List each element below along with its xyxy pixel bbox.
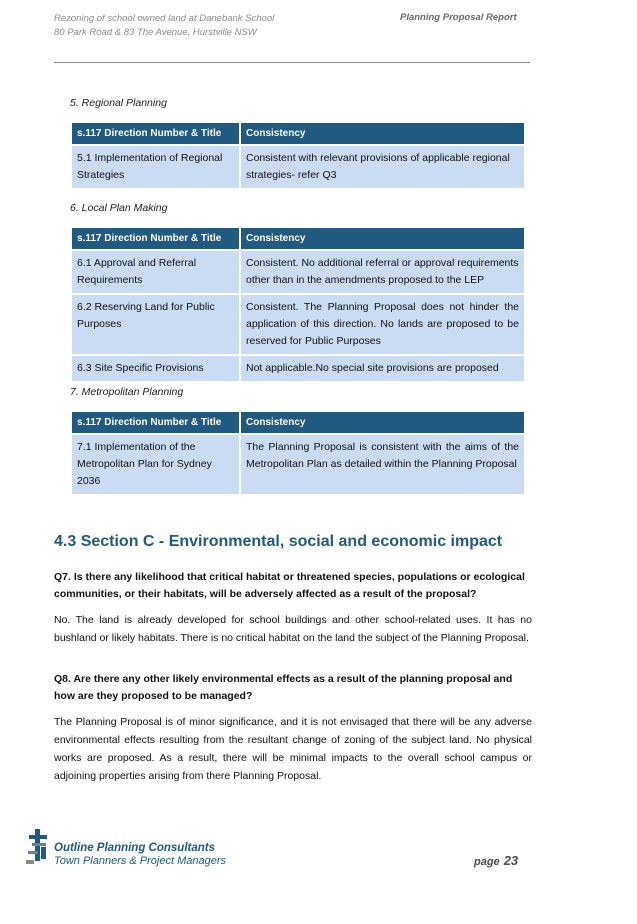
table-local-plan-making (70, 226, 526, 383)
question-q8: Q8. Are there any other likely environmental effects as a result of the planning proposal and how are they proposed to be managed? (54, 673, 513, 702)
table-row (72, 295, 524, 354)
column-header-consistency: Consistency (241, 412, 524, 433)
header-project-info (54, 12, 274, 40)
header-divider (54, 62, 530, 63)
direction-cell: 6.2 Reserving Land for Public Purposes (72, 295, 239, 354)
page-number-value: 23 (503, 853, 519, 868)
table-row (72, 146, 524, 188)
caption-local-plan-making: 6. Local Plan Making (70, 202, 168, 214)
column-header-consistency: Consistency (241, 228, 524, 249)
table-row (72, 356, 524, 381)
consistency-cell: Consistent with relevant provisions of applicable regional strategies- refer Q3 (241, 146, 524, 188)
caption-regional-planning: 5. Regional Planning (70, 97, 167, 109)
table-metropolitan-planning (70, 410, 526, 496)
direction-cell: 5.1 Implementation of Regional Strategies (72, 146, 239, 188)
answer-q8: The Planning Proposal is of minor significance, and it is not envisaged that there will be any adverse environmental effects resulting from the resultant change of zoning of the subject land. No physical works are proposed. As a result, there will be minimal impacts to the overall school campus or adjoining properties arising from there Planning Proposal. (54, 716, 532, 782)
header-line-1: Rezoning of school owned land at Danebank School (54, 13, 275, 24)
section-heading: 4.3 Section C - Environmental, social and economic impact (54, 533, 503, 550)
direction-cell: 6.3 Site Specific Provisions (72, 356, 239, 381)
consistency-cell: Not applicable.No special site provisions are proposed (241, 356, 524, 381)
table-row (72, 435, 524, 494)
column-header-direction: s.117 Direction Number & Title (72, 412, 239, 433)
direction-cell: 6.1 Approval and Referral Requirements (72, 251, 239, 293)
table-regional-planning (70, 121, 526, 190)
consistency-cell: Consistent. The Planning Proposal does not hinder the application of this direction. No lands are proposed to be reserved for Public Purposes (241, 295, 524, 354)
question-q7: Q7. Is there any likelihood that critical habitat or threatened species, populations or ecological communities, or their habitats, will be adversely affected as a result of the proposal? (54, 571, 525, 600)
column-header-consistency: Consistency (241, 123, 524, 144)
header-line-2: 80 Park Road & 83 The Avenue, Hurstville NSW (54, 27, 257, 38)
consistency-cell: Consistent. No additional referral or approval requirements other than in the amendments proposed to the LEP (241, 251, 524, 293)
company-tagline: Town Planners & Project Managers (54, 855, 227, 867)
answer-q7: No. The land is already developed for school buildings and other school-related uses. It has no bushland or likely habitats. There is no critical habitat on the land the subject of the Planning Proposal. (54, 614, 532, 644)
table-row (72, 251, 524, 293)
page-label: page (474, 856, 500, 868)
column-header-direction: s.117 Direction Number & Title (72, 228, 239, 249)
page-number (474, 853, 518, 868)
company-name: Outline Planning Consultants (54, 842, 215, 854)
company-logo-icon (26, 827, 52, 865)
direction-cell: 7.1 Implementation of the Metropolitan Plan for Sydney 2036 (72, 435, 239, 494)
column-header-direction: s.117 Direction Number & Title (72, 123, 239, 144)
caption-metropolitan-planning: 7. Metropolitan Planning (70, 386, 184, 398)
header-report-title: Planning Proposal Report (400, 12, 517, 23)
consistency-cell: The Planning Proposal is consistent with the aims of the Metropolitan Plan as detailed within the Planning Proposal (241, 435, 524, 494)
